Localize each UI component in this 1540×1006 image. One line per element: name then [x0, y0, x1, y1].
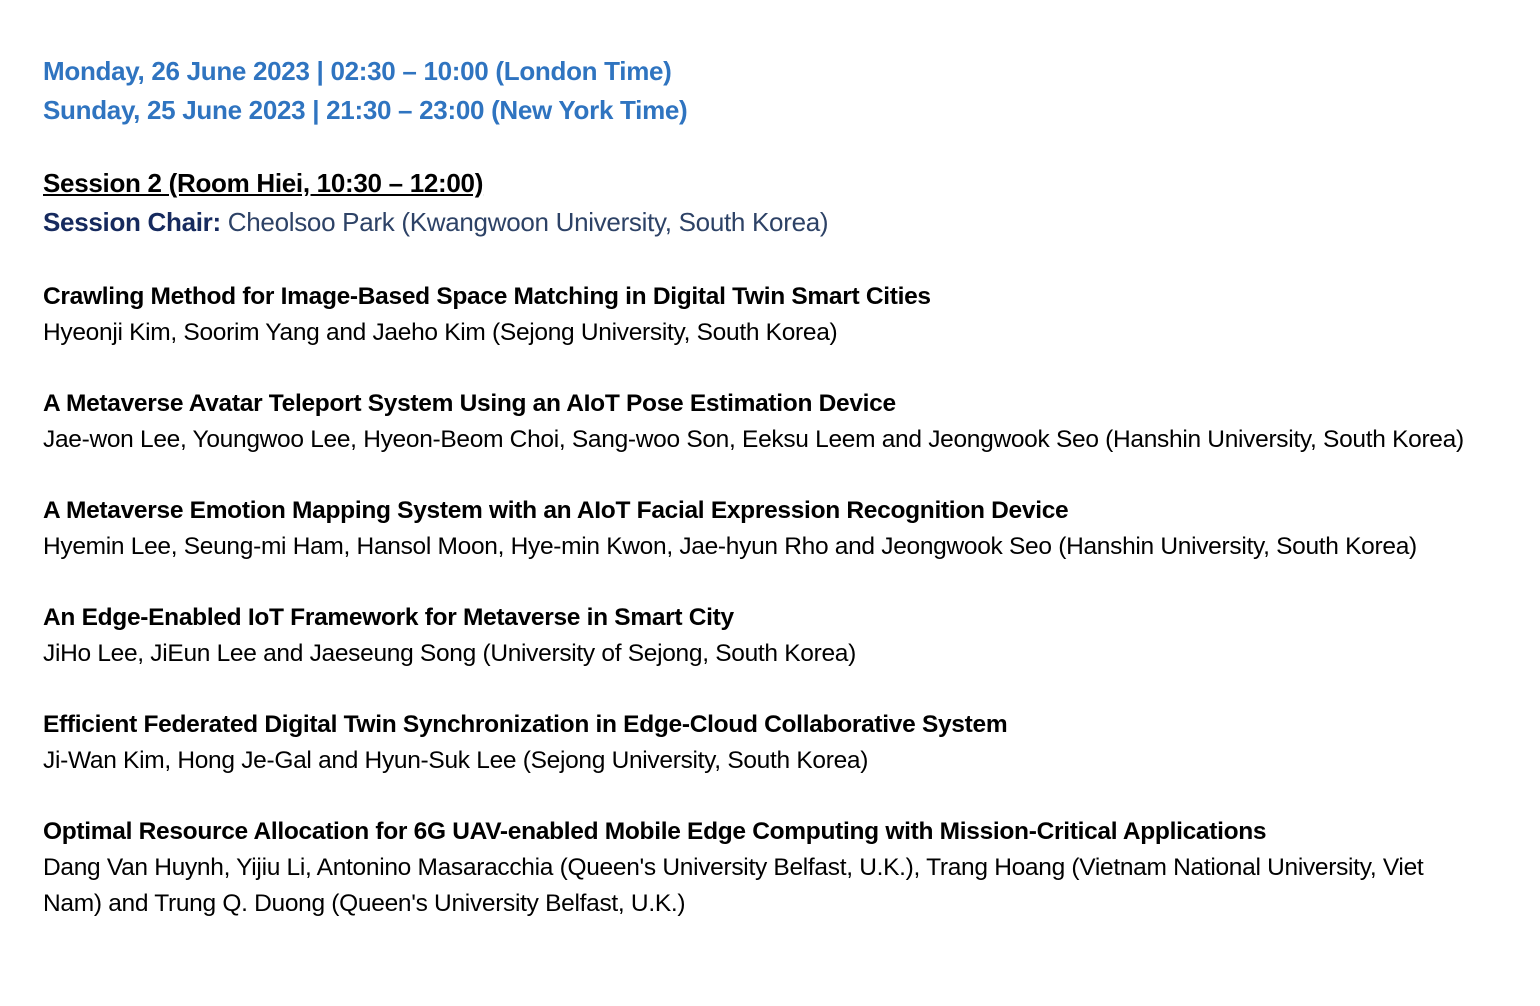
- paper-item: [43, 279, 1513, 351]
- paper-title: Efficient Federated Digital Twin Synchronization in Edge-Cloud Collaborative System: [43, 711, 1008, 738]
- new-york-time-line: Sunday, 25 June 2023 | 21:30 – 23:00 (New York Time): [43, 95, 688, 125]
- paper-list: [43, 279, 1513, 922]
- paper-item: [43, 386, 1513, 458]
- paper-title: Optimal Resource Allocation for 6G UAV-enabled Mobile Edge Computing with Mission-Critical Applications: [43, 818, 1267, 845]
- paper-authors: Ji-Wan Kim, Hong Je-Gal and Hyun-Suk Lee (Sejong University, South Korea): [43, 747, 869, 774]
- schedule-header: [43, 52, 1513, 130]
- session-title: Session 2 (Room Hiei, 10:30 – 12:00): [43, 168, 484, 198]
- paper-item: [43, 707, 1513, 779]
- paper-authors: Jae-won Lee, Youngwoo Lee, Hyeon-Beom Choi, Sang-woo Son, Eeksu Leem and Jeongwook Seo (Hanshin University, South Korea): [43, 426, 1464, 453]
- session-chair-label: Session Chair:: [43, 207, 221, 237]
- session-header: [43, 164, 1513, 242]
- paper-title: A Metaverse Avatar Teleport System Using an AIoT Pose Estimation Device: [43, 390, 896, 417]
- london-time-line: Monday, 26 June 2023 | 02:30 – 10:00 (London Time): [43, 56, 672, 86]
- paper-title: A Metaverse Emotion Mapping System with an AIoT Facial Expression Recognition Device: [43, 497, 1069, 524]
- program-document: [43, 52, 1513, 957]
- paper-authors: Hyemin Lee, Seung-mi Ham, Hansol Moon, Hye-min Kwon, Jae-hyun Rho and Jeongwook Seo (Hanshin University, South Korea): [43, 533, 1417, 560]
- paper-authors: Dang Van Huynh, Yijiu Li, Antonino Masaracchia (Queen's University Belfast, U.K.), Trang Hoang (Vietnam National University, Viet Nam) and Trung Q. Duong (Queen's University Belfast, U.K.): [43, 854, 1424, 917]
- session-chair: [43, 203, 1513, 242]
- paper-title: Crawling Method for Image-Based Space Matching in Digital Twin Smart Cities: [43, 283, 931, 310]
- paper-item: [43, 600, 1513, 672]
- session-chair-name: Cheolsoo Park (Kwangwoon University, South Korea): [227, 207, 829, 237]
- paper-item: [43, 814, 1513, 922]
- paper-authors: JiHo Lee, JiEun Lee and Jaeseung Song (University of Sejong, South Korea): [43, 640, 856, 667]
- paper-title: An Edge-Enabled IoT Framework for Metaverse in Smart City: [43, 604, 734, 631]
- paper-item: [43, 493, 1513, 565]
- paper-authors: Hyeonji Kim, Soorim Yang and Jaeho Kim (Sejong University, South Korea): [43, 319, 838, 346]
